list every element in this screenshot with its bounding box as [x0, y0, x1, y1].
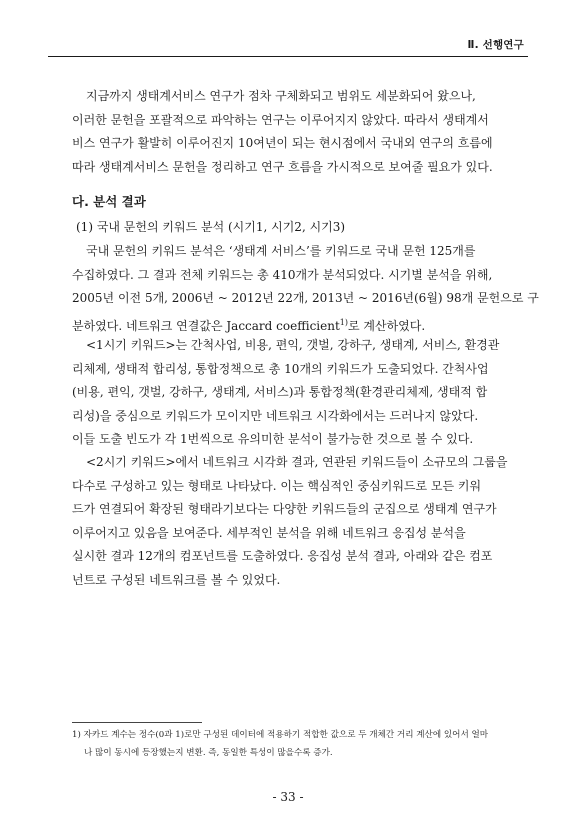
paragraph-line-text: 분하였다. 네트워크 연결값은 Jaccard coefficient [72, 318, 340, 333]
intro-line: 비스 연구가 활발히 이루어진지 10여년이 되는 현시점에서 국내외 연구의 흐름에 [72, 136, 493, 150]
paragraph-line: 이루어지고 있음을 보여준다. 세부적인 분석을 위해 네트워크 응집성 분석을 [72, 525, 466, 540]
sub-heading: (1) 국내 문헌의 키워드 분석 (시기1, 시기2, 시기3) [76, 220, 346, 234]
page-number: - 33 - [272, 790, 304, 804]
paragraph-line: 리체제, 생태적 합리성, 통합정책으로 총 10개의 키워드가 도출되었다. 간척사업 [72, 361, 489, 376]
paragraph-line: 넌트로 구성된 네트워크를 볼 수 있었다. [72, 572, 281, 587]
intro-paragraph [72, 85, 526, 179]
paragraph-line: (비용, 편익, 갯벌, 강하구, 생태계, 서비스)과 통합정책(환경관리체제, 생태적 합 [72, 385, 488, 399]
paragraph-line: 이들 도출 빈도가 각 1번씩으로 유의미한 분석이 불가능한 것으로 볼 수 있다. [72, 432, 474, 446]
paragraph-line: <2시기 키워드>에서 네트워크 시각화 결과, 연관된 키워드들이 소규모의 그룹을 [86, 455, 508, 469]
section-heading: 다. 분석 결과 [72, 194, 146, 209]
paragraph-line: 리성)을 중심으로 키워드가 모이지만 네트워크 시각화에서는 드러나지 않았다. [72, 408, 479, 423]
paragraph-line: 드가 연결되어 확장된 형태라기보다는 다양한 키워드들의 군집으로 생태계 연구가 [72, 502, 497, 516]
intro-line: 지금까지 생태계서비스 연구가 점차 구체화되고 범위도 세분화되어 왔으나, [86, 89, 476, 103]
paragraph-2 [72, 334, 526, 452]
paragraph-line: 다수로 구성하고 있는 형태로 나타났다. 이는 핵심적인 중심키워드로 모든 키워 [72, 478, 482, 493]
paragraph-line: 수집하였다. 그 결과 전체 키워드는 총 410개가 분석되었다. 시기별 분석을 위해, [72, 267, 493, 282]
paragraph-line: 국내 문헌의 키워드 분석은 ‘생태계 서비스’를 키워드로 국내 문헌 125개를 [86, 244, 476, 258]
paragraph-3 [72, 451, 526, 592]
paragraph-line-text: 로 계산하였다. [348, 318, 426, 333]
header-rule [48, 56, 528, 57]
intro-line: 따라 생태계서비스 문헌을 정리하고 연구 흐름을 가시적으로 보여줄 필요가 있다. [72, 159, 493, 174]
paragraph-line: 실시한 결과 12개의 컴포넌트를 도출하였다. 응집성 분석 결과, 아래와 같은 컴포 [72, 549, 493, 563]
footnote-line: 1) 자카드 계수는 정수(0과 1)로만 구성된 데이터에 적용하기 적합한 값으로 두 개체간 거리 계산에 있어서 얼마 [72, 730, 489, 740]
paragraph-line: <1시기 키워드>는 간척사업, 비용, 편익, 갯벌, 강하구, 생태계, 서비스, 환경관 [86, 338, 500, 352]
footnote [72, 726, 528, 762]
footnote-line: 나 많이 동시에 등장했는지 변환. 즉, 동일한 특성이 많을수록 증가. [84, 748, 333, 758]
running-header: Ⅱ. 선행연구 [467, 39, 524, 51]
intro-line: 이러한 문헌을 포괄적으로 파악하는 연구는 이루어지지 않았다. 따라서 생태계서 [72, 112, 489, 127]
footnote-mark[interactable]: 1) [339, 317, 348, 327]
paragraph-line: 2005년 이전 5개, 2006년 ~ 2012년 22개, 2013년 ~ 2016년(6월) 98개 문헌으로 구 [72, 291, 539, 305]
footnote-rule [72, 722, 202, 723]
paragraph-1 [72, 240, 539, 338]
